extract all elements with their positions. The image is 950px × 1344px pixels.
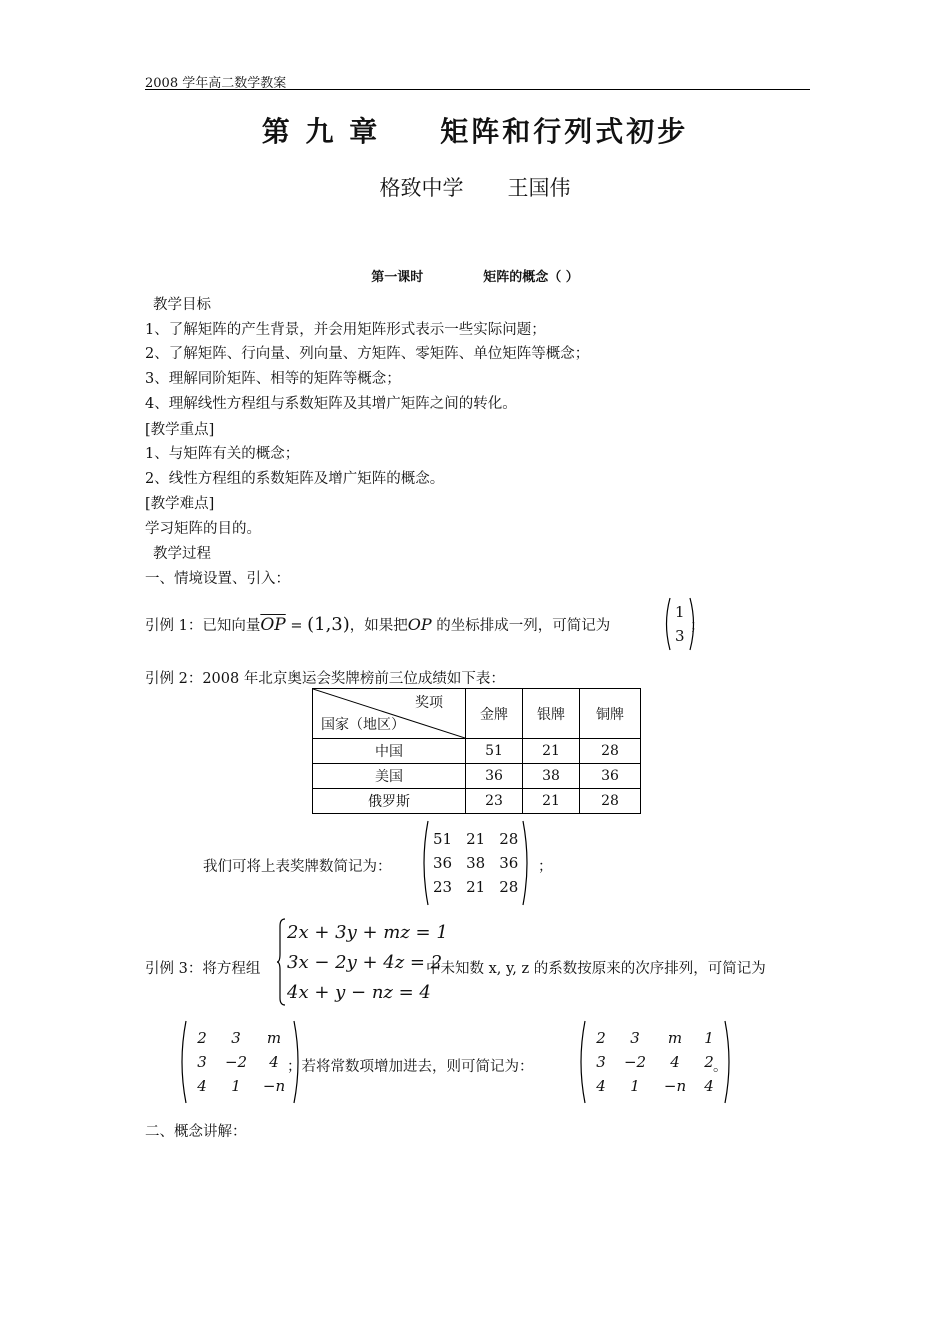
medal-table	[312, 688, 641, 814]
lesson-topic: 矩阵的概念（ ）	[483, 270, 579, 285]
example-three-suffix: 中未知数 x, y, z 的系数按原来的次序排列，可简记为	[426, 961, 766, 977]
right-paren	[522, 820, 531, 906]
country-cell: 中国	[313, 739, 466, 764]
lesson-title	[0, 266, 950, 285]
corner-top-label: 奖项	[415, 695, 443, 711]
equation-system	[287, 918, 448, 1008]
chapter-name: 矩阵和行列式初步	[440, 115, 689, 148]
table-header: 金牌	[466, 689, 523, 739]
example-two: 引例 2：2008 年北京奥运会奖牌榜前三位成绩如下表：	[145, 671, 505, 687]
process-heading: 教学过程	[153, 546, 211, 562]
table-corner-cell	[313, 689, 466, 739]
author-line	[0, 172, 950, 202]
table-row: 俄罗斯 23 21 28	[313, 789, 641, 814]
objective-item: 3、理解同阶矩阵、相等的矩阵等概念；	[145, 371, 401, 387]
school-name: 格致中学	[379, 176, 464, 200]
left-paren	[178, 1020, 187, 1104]
table-row: 中国 51 21 28	[313, 739, 641, 764]
coefficient-matrix: 2 3 m 3 −2 4 4 1 −n	[178, 1020, 302, 1104]
objective-item: 2、了解矩阵、行向量、列向量、方矩阵、零矩阵、单位矩阵等概念；	[145, 346, 590, 362]
table-header: 铜牌	[580, 689, 641, 739]
key-points-heading: [教学重点]	[145, 422, 215, 438]
left-paren	[420, 820, 429, 906]
left-brace	[276, 918, 286, 1006]
author-name: 王国伟	[507, 176, 571, 200]
country-cell: 俄罗斯	[313, 789, 466, 814]
key-point-item: 2、线性方程组的系数矩阵及增广矩阵的概念。	[145, 471, 445, 487]
objective-item: 1、了解矩阵的产生背景，并会用矩阵形式表示一些实际问题；	[145, 322, 546, 338]
left-paren	[577, 1020, 586, 1104]
example-three-prefix: 引例 3：将方程组	[145, 961, 261, 977]
table-row: 美国 36 38 36	[313, 764, 641, 789]
key-point-item: 1、与矩阵有关的概念；	[145, 446, 300, 462]
objectives-heading: 教学目标	[153, 297, 211, 313]
difficulties-text: 学习矩阵的目的。	[145, 521, 261, 537]
example-one: 引例 1：已知向量$\overline{OP} = (1,3)$，如果把OP 的坐标排成一列，可简记为	[145, 614, 611, 635]
equation: 3x − 2y + 4z = 2	[287, 952, 443, 973]
equation: 2x + 3y + mz = 1	[287, 922, 448, 943]
left-paren	[663, 597, 671, 651]
medal-matrix-intro: 我们可将上表奖牌数简记为：	[203, 859, 392, 875]
chapter-title	[0, 110, 950, 150]
section-two-heading: 二、概念讲解：	[145, 1124, 247, 1140]
medal-matrix: 51 21 28 36 38 36 23 21 28	[420, 820, 531, 906]
augmented-matrix: 2 3 m 1 3 −2 4 2 4 1 −n 4	[577, 1020, 733, 1104]
section-one-heading: 一、情境设置、引入：	[145, 571, 290, 587]
equation: 4x + y − nz = 4	[287, 982, 431, 1003]
vector-entry: 3	[675, 627, 685, 645]
corner-bottom-label: 国家（地区）	[321, 717, 405, 733]
vector-entry: 1	[675, 603, 685, 621]
lesson-period: 第一课时	[371, 270, 424, 285]
vector-op: $\overline{OP}$	[260, 615, 286, 635]
country-cell: 美国	[313, 764, 466, 789]
chapter-number: 第 九 章	[261, 115, 381, 148]
table-header: 银牌	[523, 689, 580, 739]
header-rule	[145, 89, 810, 90]
difficulties-heading: [教学难点]	[145, 496, 215, 512]
objective-item: 4、理解线性方程组与系数矩阵及其增广矩阵之间的转化。	[145, 396, 517, 412]
page-header: 2008 学年高二数学教案	[145, 76, 287, 91]
augmented-intro: ；若将常数项增加进去，则可简记为：	[287, 1059, 534, 1075]
